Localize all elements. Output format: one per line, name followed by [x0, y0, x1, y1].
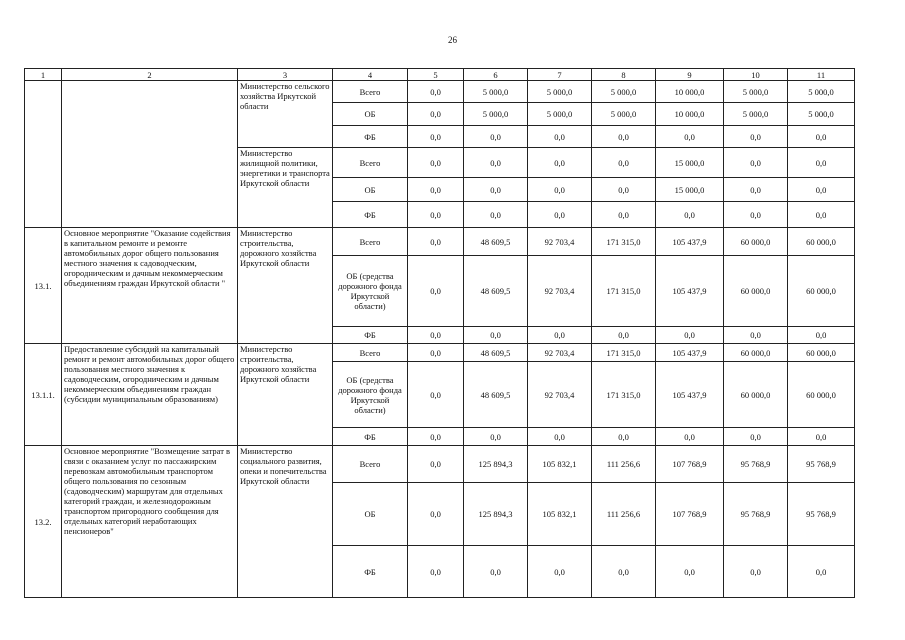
amount-cell: 0,0 [408, 81, 464, 103]
amount-cell: 107 768,9 [656, 446, 724, 483]
amount-cell: 5 000,0 [528, 81, 592, 103]
responsible-org: Министерство социального развития, опеки и попечительства Иркутской области [238, 446, 333, 598]
col-header: 8 [592, 69, 656, 81]
amount-cell: 0,0 [788, 126, 855, 148]
amount-cell: 0,0 [464, 126, 528, 148]
funding-source: Всего [333, 148, 408, 178]
amount-cell: 10 000,0 [656, 103, 724, 126]
item-number: 13.1. [25, 228, 62, 344]
item-name: Основное мероприятие "Оказание содействия в капитальном ремонте и ремонте автомобильных дорог общего пользования местного значения к садоводческим, огородническим и дачным некоммерческим объединениям граждан Иркутской области " [62, 228, 238, 344]
col-header: 6 [464, 69, 528, 81]
funding-source: Всего [333, 228, 408, 256]
amount-cell: 0,0 [408, 103, 464, 126]
amount-cell: 0,0 [656, 546, 724, 598]
amount-cell: 10 000,0 [656, 81, 724, 103]
amount-cell: 60 000,0 [724, 362, 788, 428]
responsible-org: Министерство строительства, дорожного хозяйства Иркутской области [238, 228, 333, 344]
amount-cell: 0,0 [464, 148, 528, 178]
amount-cell: 0,0 [408, 446, 464, 483]
amount-cell: 0,0 [724, 546, 788, 598]
amount-cell: 0,0 [408, 126, 464, 148]
amount-cell: 60 000,0 [788, 344, 855, 362]
amount-cell: 0,0 [408, 178, 464, 202]
amount-cell: 0,0 [528, 178, 592, 202]
amount-cell: 0,0 [724, 178, 788, 202]
amount-cell: 105 437,9 [656, 362, 724, 428]
amount-cell: 5 000,0 [464, 103, 528, 126]
amount-cell: 92 703,4 [528, 228, 592, 256]
amount-cell: 171 315,0 [592, 362, 656, 428]
amount-cell: 0,0 [724, 327, 788, 344]
amount-cell: 92 703,4 [528, 256, 592, 327]
amount-cell: 0,0 [592, 327, 656, 344]
col-header: 2 [62, 69, 238, 81]
amount-cell: 0,0 [408, 202, 464, 228]
amount-cell: 107 768,9 [656, 483, 724, 546]
funding-source: ФБ [333, 126, 408, 148]
page-number: 26 [448, 35, 457, 45]
amount-cell: 125 894,3 [464, 446, 528, 483]
funding-source: ФБ [333, 546, 408, 598]
amount-cell: 0,0 [464, 202, 528, 228]
amount-cell: 60 000,0 [724, 344, 788, 362]
amount-cell: 0,0 [528, 148, 592, 178]
amount-cell: 5 000,0 [788, 81, 855, 103]
amount-cell: 95 768,9 [788, 483, 855, 546]
amount-cell: 0,0 [788, 148, 855, 178]
amount-cell: 5 000,0 [724, 103, 788, 126]
amount-cell: 0,0 [724, 202, 788, 228]
amount-cell: 0,0 [464, 428, 528, 446]
amount-cell: 0,0 [528, 546, 592, 598]
col-header: 1 [25, 69, 62, 81]
table-row [25, 446, 855, 483]
amount-cell: 105 437,9 [656, 344, 724, 362]
amount-cell: 5 000,0 [788, 103, 855, 126]
amount-cell: 0,0 [528, 126, 592, 148]
col-header: 4 [333, 69, 408, 81]
amount-cell: 0,0 [724, 428, 788, 446]
responsible-org: Министерство сельского хозяйства Иркутской области [238, 81, 333, 148]
amount-cell: 0,0 [408, 148, 464, 178]
funding-source: ОБ (средства дорожного фонда Иркутской области) [333, 362, 408, 428]
funding-source: ОБ [333, 178, 408, 202]
amount-cell: 60 000,0 [788, 256, 855, 327]
col-header: 10 [724, 69, 788, 81]
col-header: 9 [656, 69, 724, 81]
amount-cell: 92 703,4 [528, 344, 592, 362]
amount-cell: 0,0 [656, 327, 724, 344]
amount-cell: 0,0 [408, 546, 464, 598]
funding-source: ОБ [333, 483, 408, 546]
amount-cell: 0,0 [788, 202, 855, 228]
amount-cell: 0,0 [656, 428, 724, 446]
amount-cell: 171 315,0 [592, 228, 656, 256]
amount-cell: 60 000,0 [788, 228, 855, 256]
amount-cell: 0,0 [408, 256, 464, 327]
amount-cell: 105 832,1 [528, 446, 592, 483]
amount-cell: 48 609,5 [464, 256, 528, 327]
amount-cell: 0,0 [592, 178, 656, 202]
amount-cell: 5 000,0 [724, 81, 788, 103]
funding-source: ОБ [333, 103, 408, 126]
table-row [25, 344, 855, 362]
amount-cell: 0,0 [464, 178, 528, 202]
amount-cell: 0,0 [592, 428, 656, 446]
amount-cell: 48 609,5 [464, 228, 528, 256]
amount-cell: 0,0 [408, 362, 464, 428]
item-name [62, 81, 238, 228]
amount-cell: 60 000,0 [724, 256, 788, 327]
amount-cell: 0,0 [656, 202, 724, 228]
amount-cell: 0,0 [408, 228, 464, 256]
amount-cell: 0,0 [464, 327, 528, 344]
amount-cell: 0,0 [592, 126, 656, 148]
col-header: 11 [788, 69, 855, 81]
header-row [25, 69, 855, 81]
funding-source: ФБ [333, 428, 408, 446]
amount-cell: 0,0 [408, 327, 464, 344]
amount-cell: 60 000,0 [788, 362, 855, 428]
responsible-org: Министерство жилищной политики, энергетики и транспорта Иркутской области [238, 148, 333, 228]
responsible-org: Министерство строительства, дорожного хозяйства Иркутской области [238, 344, 333, 446]
amount-cell: 105 437,9 [656, 228, 724, 256]
amount-cell: 171 315,0 [592, 344, 656, 362]
funding-source: ОБ (средства дорожного фонда Иркутской области) [333, 256, 408, 327]
funding-source: Всего [333, 344, 408, 362]
funding-source: ФБ [333, 327, 408, 344]
amount-cell: 0,0 [408, 428, 464, 446]
amount-cell: 5 000,0 [592, 81, 656, 103]
amount-cell: 0,0 [592, 148, 656, 178]
col-header: 5 [408, 69, 464, 81]
amount-cell: 60 000,0 [724, 228, 788, 256]
amount-cell: 0,0 [656, 126, 724, 148]
amount-cell: 111 256,6 [592, 483, 656, 546]
amount-cell: 0,0 [528, 327, 592, 344]
amount-cell: 0,0 [592, 546, 656, 598]
amount-cell: 0,0 [788, 178, 855, 202]
col-header: 3 [238, 69, 333, 81]
amount-cell: 105 437,9 [656, 256, 724, 327]
amount-cell: 0,0 [724, 126, 788, 148]
amount-cell: 105 832,1 [528, 483, 592, 546]
amount-cell: 0,0 [464, 546, 528, 598]
table-row [25, 228, 855, 256]
amount-cell: 95 768,9 [724, 483, 788, 546]
item-number: 13.2. [25, 446, 62, 598]
amount-cell: 0,0 [788, 546, 855, 598]
item-name: Основное мероприятие "Возмещение затрат в связи с оказанием услуг по пассажирским перевозкам автомобильным транспортом общего пользования по сезонным (садоводческим) маршрутам для отдельных категорий граждан, и железнодорожным транспортом пригородного сообщения для отдельных категорий неработающих пенсионеров" [62, 446, 238, 598]
amount-cell: 125 894,3 [464, 483, 528, 546]
amount-cell: 5 000,0 [592, 103, 656, 126]
amount-cell: 92 703,4 [528, 362, 592, 428]
item-number [25, 81, 62, 228]
amount-cell: 5 000,0 [528, 103, 592, 126]
amount-cell: 0,0 [528, 428, 592, 446]
funding-source: Всего [333, 81, 408, 103]
funding-source: ФБ [333, 202, 408, 228]
col-header: 7 [528, 69, 592, 81]
amount-cell: 0,0 [528, 202, 592, 228]
amount-cell: 0,0 [724, 148, 788, 178]
amount-cell: 0,0 [788, 327, 855, 344]
amount-cell: 15 000,0 [656, 178, 724, 202]
amount-cell: 48 609,5 [464, 362, 528, 428]
amount-cell: 48 609,5 [464, 344, 528, 362]
amount-cell: 171 315,0 [592, 256, 656, 327]
amount-cell: 5 000,0 [464, 81, 528, 103]
item-number: 13.1.1. [25, 344, 62, 446]
amount-cell: 0,0 [788, 428, 855, 446]
item-name: Предоставление субсидий на капитальный ремонт и ремонт автомобильных дорог общего пользования местного значения к садоводческим, огородническим и дачным некоммерческим объединениям граждан (субсидии муниципальным образованиям) [62, 344, 238, 446]
amount-cell: 0,0 [592, 202, 656, 228]
funding-source: Всего [333, 446, 408, 483]
amount-cell: 95 768,9 [724, 446, 788, 483]
amount-cell: 95 768,9 [788, 446, 855, 483]
amount-cell: 15 000,0 [656, 148, 724, 178]
amount-cell: 0,0 [408, 344, 464, 362]
table-row [25, 81, 855, 103]
amount-cell: 111 256,6 [592, 446, 656, 483]
budget-table [24, 68, 855, 598]
amount-cell: 0,0 [408, 483, 464, 546]
